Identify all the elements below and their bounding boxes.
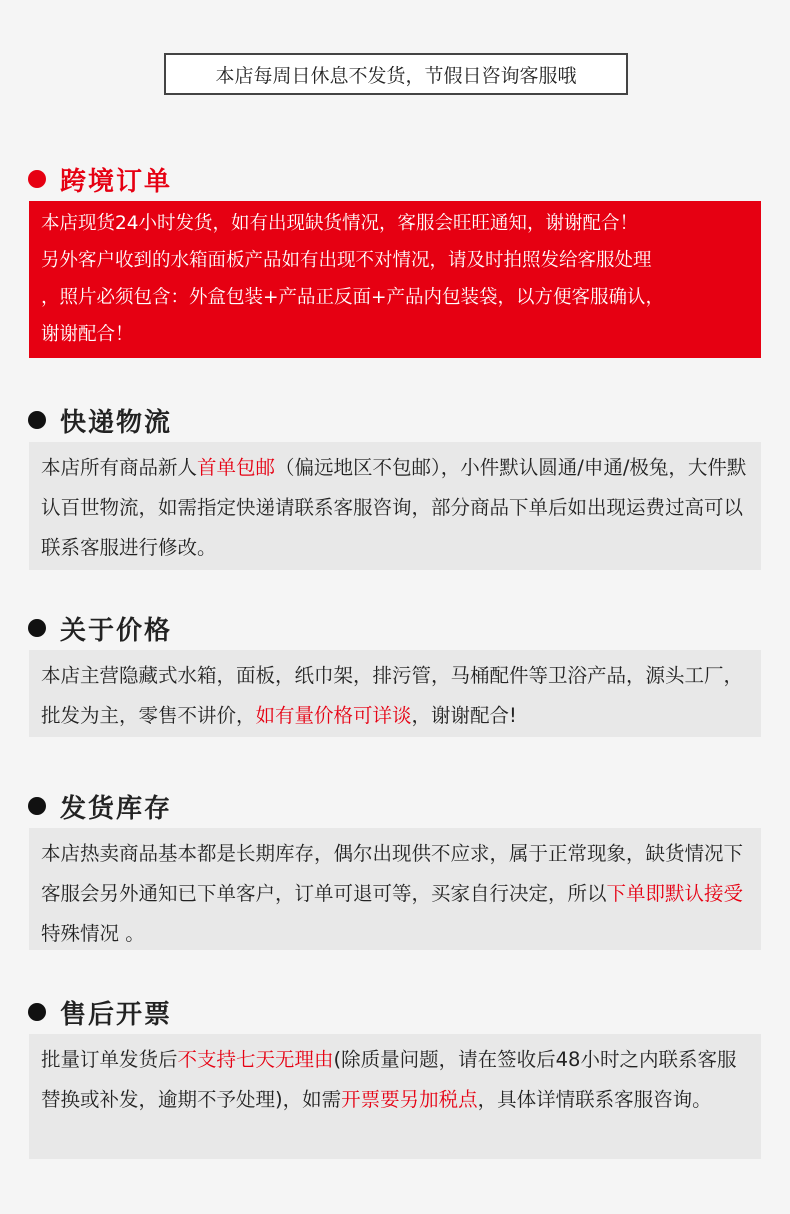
section-title: 跨境订单: [60, 166, 173, 197]
text-segment: 本店所有商品新人: [41, 456, 198, 479]
logistics-box: [29, 442, 761, 570]
logistics-text: [41, 448, 751, 568]
after-sales-text: [41, 1040, 751, 1120]
highlight-text: 不支持七天无理由: [177, 1048, 334, 1071]
text-line: 谢谢配合！: [41, 324, 134, 345]
text-segment: (除质量问题，请在签收后48小时之内联系客服替换或补发，逾期不予处理)，如需: [41, 1048, 737, 1111]
highlight-text: 首单包邮: [197, 456, 276, 479]
pricing-box: [29, 650, 761, 737]
section-title: 关于价格: [60, 615, 173, 646]
after-sales-box: [29, 1034, 761, 1159]
notice-text: 本店每周日休息不发货，节假日咨询客服哦: [215, 64, 577, 87]
bullet-dot-icon: [28, 619, 46, 637]
text-segment: （偏远地区不包邮），小件默认圆通/申通/极兔，大件默认百世物流，如需指定快递请联系客服咨询，部分商品下单后如出现运费过高可以联系客服进行修改。: [41, 456, 747, 559]
bullet-dot-icon: [28, 1003, 46, 1021]
bullet-dot-icon: [28, 411, 46, 429]
section-heading-after-sales: [28, 992, 172, 1032]
stock-box: [29, 828, 761, 950]
text-segment: 特殊情况 。: [41, 922, 145, 945]
section-title: 发货库存: [60, 793, 173, 824]
text-segment: ，具体详情联系客服咨询。: [477, 1088, 712, 1111]
text-line: 本店现货24小时发货，如有出现缺货情况，客服会旺旺通知，谢谢配合！: [41, 213, 639, 234]
section-heading-cross-border: [28, 159, 172, 199]
text-line: 另外客户收到的水箱面板产品如有出现不对情况，请及时拍照发给客服处理: [41, 250, 652, 271]
highlight-text: 如有量价格可详谈: [255, 704, 412, 727]
text-segment: 批量订单发货后: [41, 1048, 178, 1071]
bullet-dot-icon: [28, 170, 46, 188]
highlight-text: 下单即默认接受: [606, 882, 744, 905]
highlight-text: 开票要另加税点: [341, 1088, 478, 1111]
pricing-text: [41, 656, 751, 736]
text-segment: ，谢谢配合!: [411, 704, 517, 727]
section-heading-pricing: [28, 608, 172, 648]
bullet-dot-icon: [28, 797, 46, 815]
text-line: ，照片必须包含：外盒包装+产品正反面+产品内包装袋，以方便客服确认，: [41, 287, 665, 308]
text-segment: 本店热卖商品基本都是长期库存，偶尔出现供不应求，属于正常现象，缺货情况下客服会另外通知已下单客户，订单可退可等，买家自行决定，所以: [41, 842, 744, 905]
section-title: 快递物流: [60, 407, 173, 438]
cross-border-box: [29, 201, 761, 358]
section-heading-stock: [28, 786, 172, 826]
text-segment: 本店主营隐藏式水箱，面板，纸巾架，排污管，马桶配件等卫浴产品，源头工厂，批发为主，零售不讲价，: [41, 664, 744, 727]
section-heading-logistics: [28, 400, 172, 440]
section-title: 售后开票: [60, 999, 173, 1030]
stock-text: [41, 834, 751, 954]
notice-banner: [164, 53, 628, 95]
